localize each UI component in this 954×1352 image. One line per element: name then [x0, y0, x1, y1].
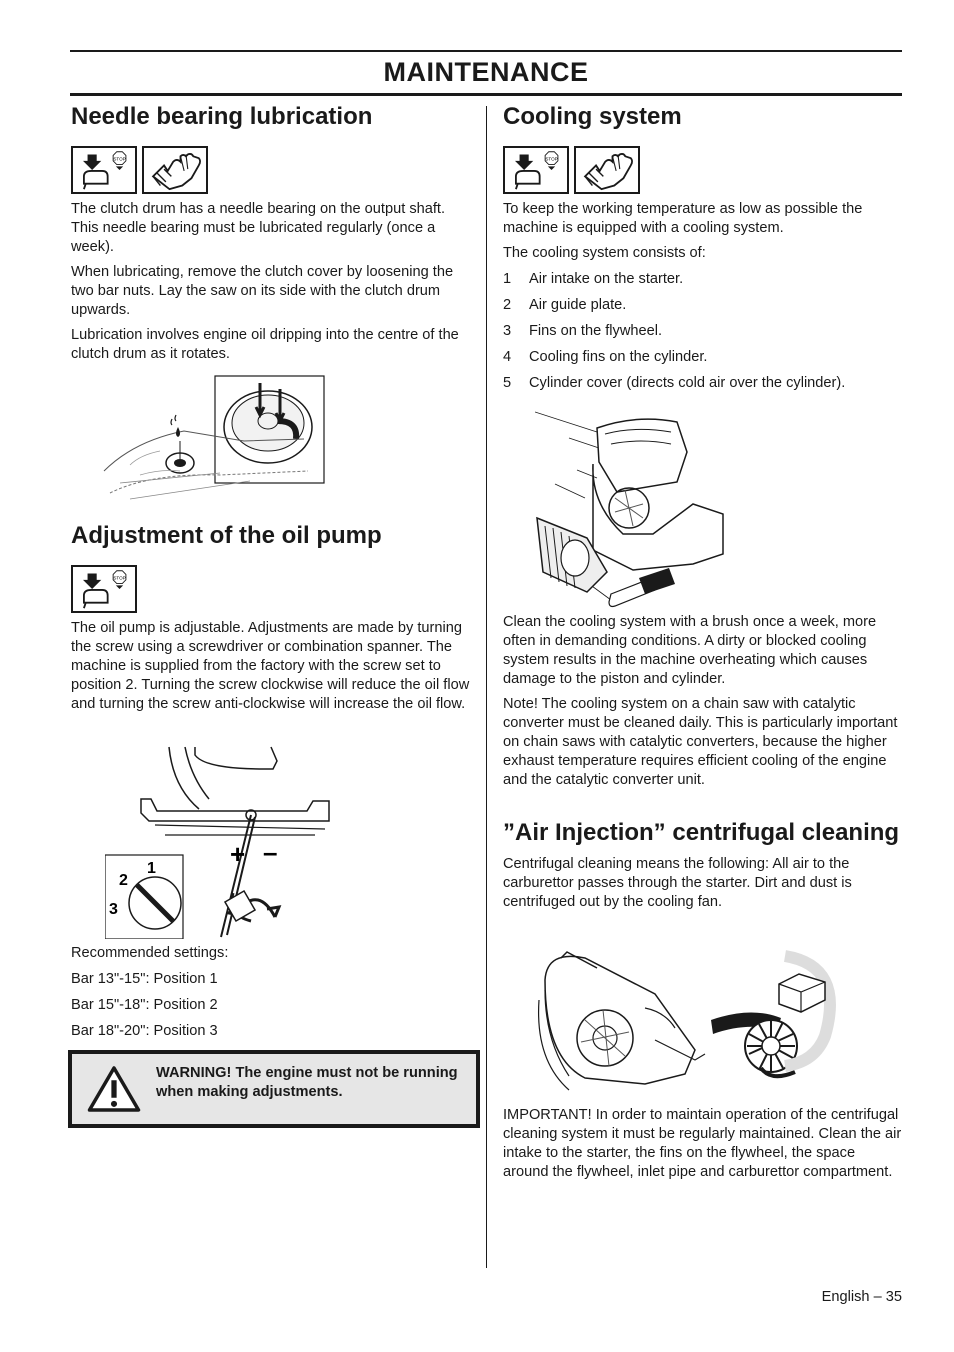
glove-icon: [574, 146, 640, 194]
position-3-label: 3: [109, 901, 118, 918]
position-1-label: 1: [147, 860, 156, 877]
oil-pump-illustration: [105, 745, 330, 939]
cooling-para-2: The cooling system consists of:: [503, 245, 706, 261]
cooling-system-heading: Cooling system: [503, 103, 682, 130]
list-number: 3: [503, 323, 512, 339]
recommended-label: Recommended settings:: [71, 945, 229, 961]
clutch-drum-illustration: [100, 375, 328, 507]
right-column: [503, 100, 903, 393]
cooling-list: [503, 270, 903, 393]
left-column: [71, 100, 471, 364]
cooling-list-item: [503, 296, 903, 315]
cooling-icons: [503, 146, 903, 194]
oil-pump-section: [71, 521, 471, 714]
air-injection-heading: ”Air Injection” centrifugal cleaning: [503, 819, 900, 846]
oil-pump-para-1: The oil pump is adjustable. Adjustments are made by turning the screw using a screwdriver or combination spanner. The machine is supplied from the factory with the screw set to position 2. Turning the screw clockwise will reduce the oil flow and turning the screw anti-clockwise will increase the oil flow.: [71, 620, 470, 712]
cooling-para-3: Clean the cooling system with a brush once a week, more often in demanding conditions. A dirty or blocked cooling system results in the machine overheating which causes damage to the piston and cylinder.: [503, 614, 877, 687]
air-injection-section: [503, 818, 903, 912]
needle-para-3: Lubrication involves engine oil dripping into the centre of the clutch drum as it rotates.: [71, 327, 459, 362]
plus-sign: +: [230, 839, 246, 869]
air-injection-para-2: IMPORTANT! In order to maintain operation of the centrifugal cleaning system it must be regularly maintained. Clean the air intake to the starter, the fins on the flywheel, the space around the flywheel, inlet pipe and carburettor compartment.: [503, 1107, 902, 1180]
list-text: Air guide plate.: [529, 297, 627, 313]
page-title: MAINTENANCE: [383, 57, 589, 87]
warning-text: WARNING! The engine must not be running when making adjustments.: [156, 1065, 458, 1100]
oil-pump-heading: Adjustment of the oil pump: [71, 522, 382, 549]
air-injection-para-1: Centrifugal cleaning means the following: All air to the carburettor passes through the starter. Dirt and dust is centrifuged out by the cooling fan.: [503, 856, 852, 910]
cooling-list-item: [503, 374, 903, 393]
setting-1: Bar 13"-15": Position 1: [71, 971, 218, 987]
list-number: 2: [503, 297, 512, 313]
list-text: Air intake on the starter.: [529, 271, 684, 287]
important-note: [503, 1106, 903, 1182]
cooling-system-illustration: [535, 408, 725, 610]
needle-bearing-heading: Needle bearing lubrication: [71, 103, 373, 130]
position-2-label: 2: [119, 872, 128, 889]
list-text: Cooling fins on the cylinder.: [529, 349, 708, 365]
list-number: 4: [503, 349, 512, 365]
stop-engine-icon: [71, 146, 137, 194]
list-text: Cylinder cover (directs cold air over the cylinder).: [529, 375, 846, 391]
glove-icon: [142, 146, 208, 194]
column-divider: [486, 106, 487, 1268]
list-number: 5: [503, 375, 512, 391]
air-injection-illustration: [535, 950, 845, 1100]
cooling-para-1: To keep the working temperature as low as possible the machine is equipped with a cooling system.: [503, 201, 863, 236]
needle-para-2: When lubricating, remove the clutch cover by loosening the two bar nuts. Lay the saw on its side with the clutch drum upwards.: [71, 264, 454, 318]
recommended-settings: [71, 944, 471, 1041]
stop-engine-icon: [503, 146, 569, 194]
setting-2: Bar 15"-18": Position 2: [71, 997, 218, 1013]
warning-box: [68, 1050, 480, 1128]
needle-para-1: The clutch drum has a needle bearing on the output shaft. This needle bearing must be lubricated regularly (once a week).: [71, 201, 446, 255]
page-footer: English – 35: [821, 1289, 902, 1305]
minus-sign: –: [263, 837, 278, 867]
cooling-para-4: Note! The cooling system on a chain saw with catalytic converter must be cleaned daily. This is particularly important on chain saws with catalytic converters, because the higher exhaust temperature requires efficient cooling of the engine and the catalytic converter unit.: [503, 696, 898, 788]
cooling-list-item: [503, 322, 903, 341]
list-number: 1: [503, 271, 512, 287]
cooling-list-item: [503, 348, 903, 367]
cooling-cleaning-text: [503, 613, 903, 790]
oil-pump-icons: [71, 565, 471, 613]
stop-label: STOP: [113, 156, 126, 162]
stop-engine-icon: [71, 565, 137, 613]
warning-triangle-icon: [78, 1058, 150, 1120]
page-header: [70, 50, 902, 96]
stop-label: STOP: [113, 575, 126, 581]
setting-3: Bar 18"-20": Position 3: [71, 1023, 218, 1039]
stop-label: STOP: [545, 156, 558, 162]
cooling-list-item: [503, 270, 903, 289]
list-text: Fins on the flywheel.: [529, 323, 663, 339]
needle-icons: [71, 146, 471, 194]
